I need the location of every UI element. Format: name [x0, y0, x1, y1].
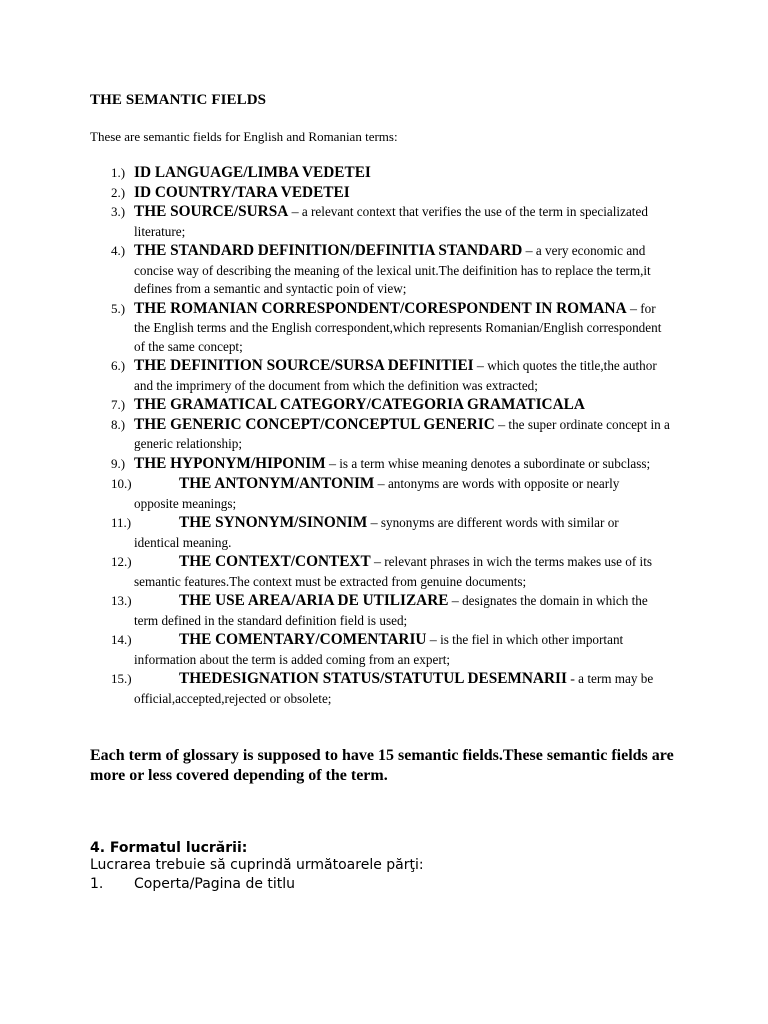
- list-item-body: [0, 416, 674, 454]
- field-separator: –: [451, 594, 459, 609]
- list-item-body: [0, 357, 674, 395]
- list-item: [0, 184, 768, 203]
- list-item-number: 4.): [111, 243, 126, 258]
- list-item-number: 5.): [111, 300, 126, 316]
- field-heading: THE SOURCE/SURSA: [134, 203, 289, 220]
- list-item: [0, 203, 768, 241]
- list-item: [0, 670, 768, 708]
- field-description: synonyms are different words with similar or identical meaning.: [134, 515, 619, 550]
- field-heading: THE GENERIC CONCEPT/CONCEPTUL GENERIC: [134, 415, 495, 433]
- list-item-body: [0, 164, 674, 183]
- list-item-body: [0, 475, 664, 513]
- list-item-body: [0, 396, 674, 415]
- list-item: [0, 242, 768, 299]
- field-separator: –: [525, 244, 533, 259]
- field-description: a very economic and concise way of describing the meaning of the lexical unit.The deifinition has to replace the term,it defines from a semantic and syntactic poin of view;: [134, 243, 651, 296]
- list-item: [0, 475, 768, 513]
- field-heading: THE ROMANIAN CORRESPONDENT/CORESPONDENT IN ROMANA: [134, 299, 627, 317]
- page-title: THE SEMANTIC FIELDS: [90, 92, 267, 108]
- list-item-number: 12.): [111, 554, 132, 569]
- list-item-body: [0, 592, 664, 630]
- field-heading: THE DEFINITION SOURCE/SURSA DEFINITIEI: [134, 357, 474, 374]
- field-heading: THE STANDARD DEFINITION/DEFINITIA STANDARD: [134, 242, 523, 259]
- field-description: for the English terms and the English correspondent,which represents Romanian/English correspondent of the same concept;: [134, 300, 662, 354]
- list-item-number: 2.): [111, 184, 126, 200]
- field-heading: THEDESIGNATION STATUS/STATUTUL DESEMNARII: [179, 670, 567, 687]
- field-heading: THE USE AREA/ARIA DE UTILIZARE: [179, 592, 449, 609]
- field-separator: –: [291, 205, 299, 220]
- list-item: [0, 592, 768, 630]
- field-separator: –: [429, 633, 437, 648]
- field-heading: THE SYNONYM/SINONIM: [179, 514, 368, 531]
- section-4-intro: Lucrarea trebuie să cuprindă următoarele părţi:: [90, 857, 424, 873]
- field-heading: ID COUNTRY/TARA VEDETEI: [134, 183, 350, 201]
- list-item: [0, 416, 768, 454]
- list-item-body: [0, 242, 674, 299]
- field-heading: THE GRAMATICAL CATEGORY/CATEGORIA GRAMATICALA: [134, 396, 585, 413]
- list-item-body: [0, 631, 664, 669]
- section-4-heading: 4. Formatul lucrării:: [90, 840, 248, 856]
- field-description: is a term whise meaning denotes a subordinate or subclass;: [339, 455, 651, 471]
- field-separator: –: [370, 516, 378, 531]
- section-4-list-item: [90, 876, 295, 892]
- field-separator: –: [629, 301, 637, 317]
- list-item: [0, 164, 768, 183]
- field-description: which quotes the title,the author and the imprimery of the document from which the definition was extracted;: [134, 358, 657, 393]
- list-item-number: 15.): [111, 671, 132, 686]
- list-item-body: [0, 670, 664, 708]
- list-item-number: 1.: [90, 876, 104, 892]
- list-item-number: 6.): [111, 358, 126, 373]
- list-item-body: [0, 553, 664, 591]
- list-item-text: Coperta/Pagina de titlu: [134, 876, 296, 892]
- field-separator: –: [498, 417, 506, 433]
- field-separator: –: [373, 555, 381, 570]
- field-heading: THE ANTONYM/ANTONIM: [179, 475, 375, 492]
- list-item: [0, 300, 768, 357]
- field-description: designates the domain in which the term defined in the standard definition field is used;: [134, 593, 648, 628]
- list-item: [0, 357, 768, 395]
- list-item-number: 8.): [111, 416, 126, 432]
- field-description: the super ordinate concept in a generic relationship;: [134, 416, 670, 451]
- list-item-body: [0, 184, 674, 203]
- field-description: a relevant context that verifies the use of the term in specializated literature;: [134, 204, 648, 239]
- field-separator: –: [476, 359, 484, 374]
- field-heading: ID LANGUAGE/LIMBA VEDETEI: [134, 164, 371, 181]
- list-item: [0, 631, 768, 669]
- list-item-body: [0, 455, 674, 475]
- list-item: [0, 514, 768, 552]
- list-item: [0, 396, 768, 415]
- summary-paragraph: Each term of glossary is supposed to have 15 semantic fields.These semantic fields are more or less covered depending of the term.: [90, 747, 674, 784]
- semantic-fields-list: [0, 164, 768, 709]
- list-item-number: 1.): [111, 165, 126, 180]
- list-item-number: 13.): [111, 593, 132, 608]
- field-separator: –: [377, 477, 385, 492]
- field-separator: -: [570, 672, 575, 687]
- field-heading: THE COMENTARY/COMENTARIU: [179, 631, 427, 648]
- list-item-number: 14.): [111, 632, 132, 647]
- field-heading: THE HYPONYM/HIPONIM: [134, 454, 326, 472]
- list-item-number: 3.): [111, 204, 126, 219]
- list-item-number: 10.): [111, 476, 132, 491]
- field-heading: THE CONTEXT/CONTEXT: [179, 553, 371, 570]
- field-description: is the fiel in which other important information about the term is added coming from an expert;: [134, 632, 624, 667]
- list-item-number: 11.): [111, 515, 132, 530]
- list-item: [0, 455, 768, 475]
- field-separator: –: [328, 456, 336, 472]
- list-item-number: 7.): [111, 397, 126, 412]
- field-description: antonyms are words with opposite or nearly opposite meanings;: [134, 476, 620, 511]
- field-description: a term may be official,accepted,rejected or obsolete;: [134, 671, 654, 706]
- list-item-body: [0, 514, 664, 552]
- list-item: [0, 553, 768, 591]
- list-item-number: 9.): [111, 455, 126, 471]
- list-item-body: [0, 203, 674, 241]
- list-item-body: [0, 300, 674, 357]
- intro-text: These are semantic fields for English and Romanian terms:: [90, 129, 398, 144]
- field-description: relevant phrases in wich the terms makes use of its semantic features.The context must be extracted from genuine documents;: [134, 554, 652, 589]
